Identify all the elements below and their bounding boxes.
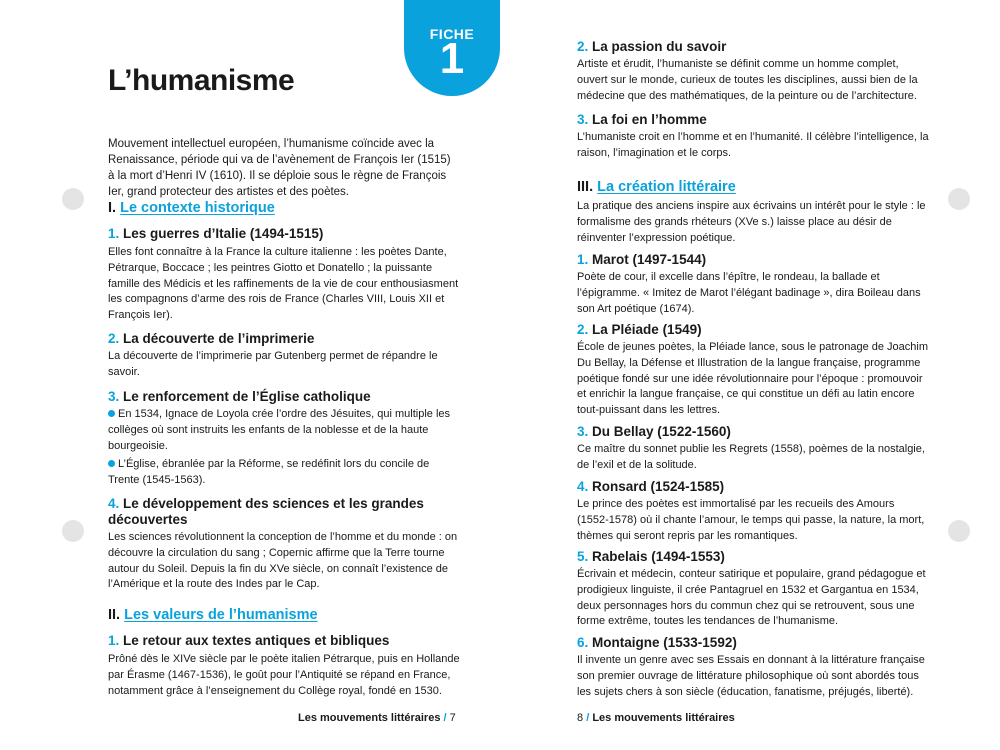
s2-sub2-title: La passion du savoir <box>592 39 727 54</box>
section-1-title: Le contexte historique <box>120 200 275 216</box>
s2-sub1-title: Le retour aux textes antiques et bibliques <box>123 633 390 648</box>
footer-left-page-number: 7 <box>449 712 456 724</box>
s3-sub4-title: Ronsard (1524-1585) <box>592 479 725 494</box>
s1-sub3-bullet-1: En 1534, Ignace de Loyola crée l’ordre des Jésuites, qui multiple les collèges où sont instruits les enfants de la noblesse et de la haute bourgeoisie. <box>108 407 460 454</box>
s3-sub4-text: Le prince des poètes est immortalisé par les recueils des Amours (1552-1578) où il chante l’amour, le temps qui passe, la nature, la mort, thèmes qui seront repris par les romantiques. <box>577 498 925 542</box>
binder-hole-left-bottom <box>62 520 84 542</box>
section-2-heading <box>108 607 318 623</box>
binder-hole-left-top <box>62 188 84 210</box>
s1-sub4-number: 4. <box>108 496 120 511</box>
s1-sub2-text: La découverte de l’imprimerie par Gutenberg permet de répandre le savoir. <box>108 350 438 378</box>
s2-sub3-text: L’humaniste croit en l’homme et en l’humanité. Il célèbre l’intelligence, la raison, l’imagination et le corps. <box>577 131 929 159</box>
s3-sub1-text: Poète de cour, il excelle dans l’épître, le rondeau, la ballade et l’épigramme. « Imitez de Marot l’élégant badinage », dira Boileau dans son Art poétique (1674). <box>577 271 921 315</box>
s1-sub2-title: La découverte de l’imprimerie <box>123 331 315 346</box>
footer-right <box>577 712 735 724</box>
s3-intro-text: La pratique des anciens inspire aux écrivains un intérêt pour le style : le formalisme des grands rhéteurs (XVe s.) laisse place au désir de réinventer l’expression poétique. <box>577 200 926 244</box>
footer-right-separator: / <box>586 712 590 724</box>
s3-sub6-number: 6. <box>577 635 589 650</box>
s1-sub1-heading <box>108 226 460 242</box>
s3-sub6-heading <box>577 635 929 651</box>
section-3-number: III. <box>577 179 594 195</box>
binder-hole-right-bottom <box>948 520 970 542</box>
s3-sub1-number: 1. <box>577 252 589 267</box>
s1-sub4-title: Le développement des sciences et les grandes découvertes <box>108 496 424 527</box>
s2-sub2-number: 2. <box>577 39 589 54</box>
s3-sub3-heading <box>577 424 929 440</box>
s3-sub5-heading <box>577 549 929 565</box>
s3-sub5-number: 5. <box>577 549 589 564</box>
s3-sub2-number: 2. <box>577 322 589 337</box>
footer-right-title: Les mouvements littéraires <box>592 712 735 724</box>
section-3-heading <box>577 179 736 195</box>
s1-sub2-number: 2. <box>108 331 120 346</box>
s1-sub4-text: Les sciences révolutionnent la conception de l’homme et du monde : on découvre la circulation du sang ; Copernic affirme que la Terre tourne autour du Soleil. Depuis la fin du XVe siècle, on connaît l’existence de l’Amérique et la route des Indes par le Cap. <box>108 531 458 591</box>
s1-sub3-number: 3. <box>108 389 120 404</box>
s1-sub3-heading <box>108 389 460 405</box>
section-2-number: II. <box>108 607 121 623</box>
s3-sub2-title: La Pléiade (1549) <box>592 322 702 337</box>
section-1-number: I. <box>108 200 117 216</box>
s3-sub5-text: Écrivain et médecin, conteur satirique et populaire, grand pédagogue et prodigieux linguiste, il crée Pantagruel en 1532 et Gargantua en 1534, deux personnages hors du commun chez qui se retrouvent, sous une forme extrême, toutes les tendances de l’humanisme. <box>577 568 926 628</box>
footer-left-title: Les mouvements littéraires <box>298 712 441 724</box>
s1-sub3-title: Le renforcement de l’Église catholique <box>123 389 371 404</box>
footer-left-separator: / <box>443 712 447 724</box>
s3-sub4-number: 4. <box>577 479 589 494</box>
intro-paragraph: Mouvement intellectuel européen, l’humanisme coïncide avec la Renaissance, période qui va de l’avènement de François Ier (1515) à la mort d’Henri IV (1610). Il se déploie sous le règne de François Ier, grand protecteur des artistes et des poètes. <box>108 137 451 198</box>
fiche-number: 1 <box>439 34 465 83</box>
s1-sub2-heading <box>108 331 460 347</box>
s1-sub1-title: Les guerres d’Italie (1494-1515) <box>123 226 324 241</box>
footer-right-page-number: 8 <box>577 712 584 724</box>
fiche-label: FICHE <box>429 26 475 42</box>
s3-sub5-title: Rabelais (1494-1553) <box>592 549 725 564</box>
page-title: L’humanisme <box>108 64 295 97</box>
s2-sub2-heading <box>577 39 929 55</box>
s1-sub4-heading <box>108 496 448 528</box>
s3-sub4-heading <box>577 479 929 495</box>
fiche-badge <box>404 0 500 96</box>
s3-sub3-text: Ce maître du sonnet publie les Regrets (1558), poèmes de la nostalgie, de l’exil et de la solitude. <box>577 443 925 471</box>
s2-sub1-number: 1. <box>108 633 120 648</box>
s1-sub3-bullet-2: L’Église, ébranlée par la Réforme, se redéfinit lors du concile de Trente (1545-1563). <box>108 457 460 489</box>
s3-sub6-title: Montaigne (1533-1592) <box>592 635 737 650</box>
section-1-heading <box>108 200 275 216</box>
s2-sub1-heading <box>108 633 460 649</box>
section-3-title: La création littéraire <box>597 179 736 195</box>
s2-sub2-text: Artiste et érudit, l’humaniste se définit comme un homme complet, ouvert sur le monde, curieux de toutes les disciplines, aussi bien de la médecine que des mathématiques, de la peinture ou de l’architecture. <box>577 58 918 102</box>
s2-sub3-title: La foi en l’homme <box>592 112 707 127</box>
s3-sub1-heading <box>577 252 929 268</box>
s3-sub1-title: Marot (1497-1544) <box>592 252 707 267</box>
s2-sub1-text: Prôné dès le XIVe siècle par le poète italien Pétrarque, puis en Hollande par Érasme (1467-1536), le goût pour l’Antiquité se répand en France, notamment grâce à l’enseignement du Collège royal, fondé en 1530. <box>108 653 460 697</box>
s3-sub2-heading <box>577 322 929 338</box>
s3-sub2-text: École de jeunes poètes, la Pléiade lance, sous le patronage de Joachim Du Bellay, la Défense et Illustration de la langue française, programme poétique fondé sur une idée révolutionnaire pour l’époque : promouvoir et enrichir la langue française, ce qui constitue un défi au latin encore tout-puissant dans les lettres. <box>577 341 929 417</box>
s2-sub3-heading <box>577 112 929 128</box>
s1-sub1-text: Elles font connaître à la France la culture italienne : les poètes Dante, Pétrarque, Boccace ; les peintres Giotto et Donatello ; la puissante famille des Médicis et les raffinements de la vie de cour enthousiasment les compagnons d’arme des rois de France (Charles VIII, Louis XII et François Ier). <box>108 246 459 322</box>
s1-sub1-number: 1. <box>108 226 120 241</box>
footer-left <box>298 712 456 724</box>
s3-sub3-number: 3. <box>577 424 589 439</box>
section-2-title: Les valeurs de l’humanisme <box>124 607 318 623</box>
s3-sub6-text: Il invente un genre avec ses Essais en donnant à la littérature française son premier ouvrage de littérature philosophique où sont abordés tous les sujets chers à son siècle (éducation, fanatisme, préjugés, liberté). <box>577 654 925 698</box>
binder-hole-right-top <box>948 188 970 210</box>
s2-sub3-number: 3. <box>577 112 589 127</box>
s3-sub3-title: Du Bellay (1522-1560) <box>592 424 731 439</box>
